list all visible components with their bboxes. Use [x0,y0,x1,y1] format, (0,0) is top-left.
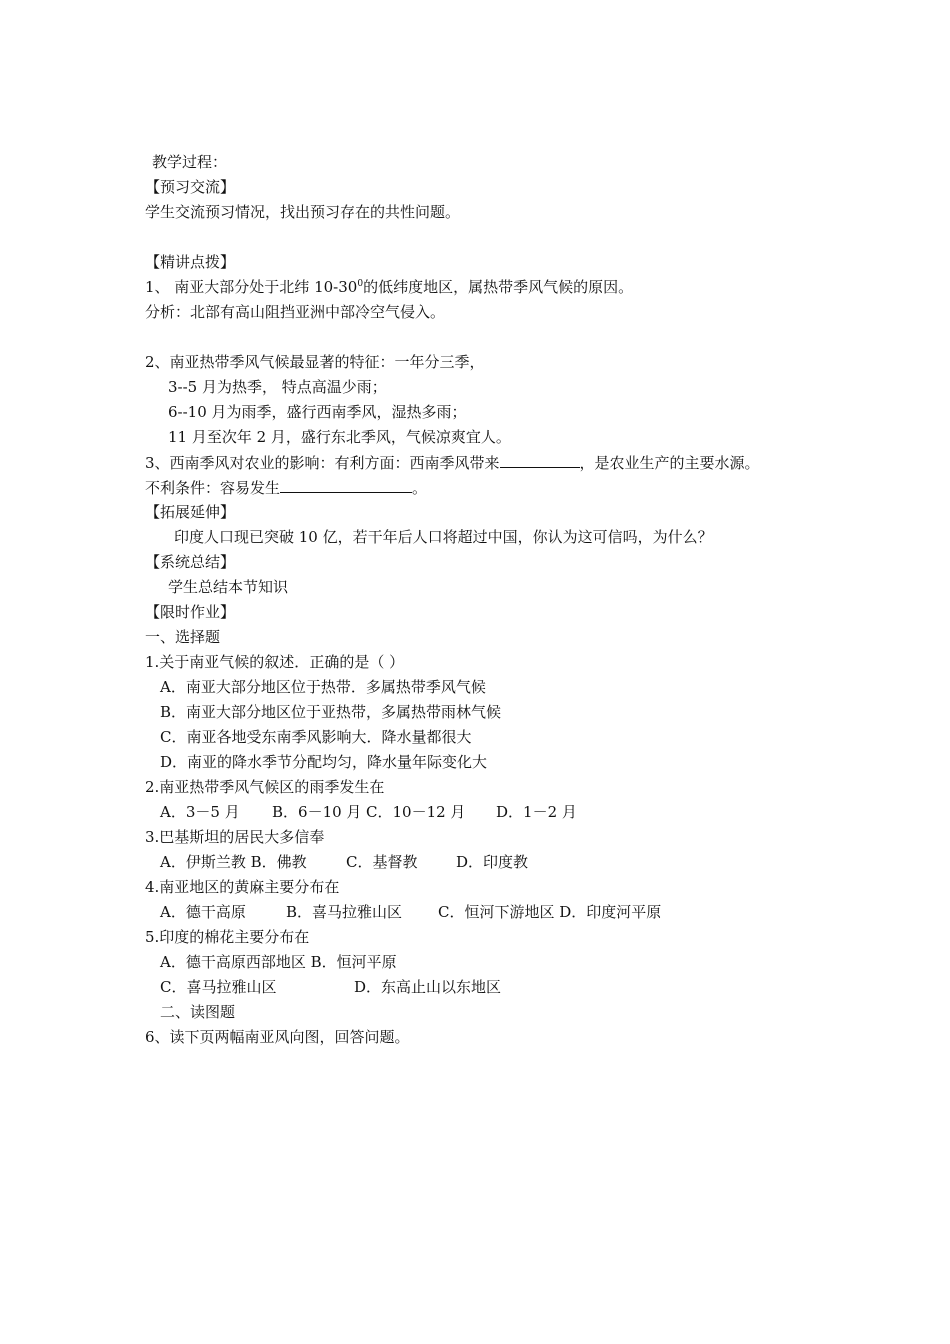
q2-options: A．3－5 月 B．6－10 月 C．10－12 月 D．1－2 月 [160,803,577,821]
q1-option-d: D．南亚的降水季节分配均匀，降水量年际变化大 [160,753,488,771]
q5-options-cd: C．喜马拉雅山区 D．东高止山以东地区 [160,978,502,996]
q3-stem: 3.巴基斯坦的居民大多信奉 [145,828,325,846]
q1-option-c: C．南亚各地受东南季风影响大．降水量都很大 [160,728,472,746]
season-hot: 3--5 月为热季， 特点高温少雨； [168,378,387,396]
q1-option-b: B．南亚大部分地区位于亚热带，多属热带雨林气候 [160,703,502,721]
lecture-item-1: 1、 南亚大部分处于北纬 $10-30^0$的低纬度地区，属热带季风气候的原因。 [145,278,634,296]
q1-option-a: A．南亚大部分地区位于热带．多属热带季风气候 [160,678,486,696]
season-cool: 11 月至次年 2 月，盛行东北季风，气候凉爽宜人。 [168,428,511,446]
answer-blank[interactable] [500,452,580,468]
answer-blank[interactable] [280,477,412,493]
section-choice: 一、选择题 [145,628,221,646]
lecture-item-3: 3、西南季风对农业的影响：有利方面：西南季风带来 ，是农业生产的主要水源。 [145,454,760,472]
q2-stem: 2.南亚热带季风气候区的雨季发生在 [145,778,385,796]
summary-text: 学生总结本节知识 [168,578,289,596]
q3-options: A．伊斯兰教 B．佛教 C．基督教 D．印度教 [160,853,529,871]
q5-option-ab: A．德干高原西部地区 B．恒河平原 [160,953,397,971]
q1-stem: 1.关于南亚气候的叙述．正确的是（ ） [145,653,405,671]
q4-options: A．德干高原 B．喜马拉雅山区 C．恒河下游地区 D．印度河平原 [160,903,662,921]
lecture-unfavorable: 不利条件：容易发生 。 [145,479,428,497]
lecture-analysis: 分析：北部有高山阻挡亚洲中部冷空气侵入。 [145,303,446,321]
season-rain: 6--10 月为雨季，盛行西南季风，湿热多雨； [168,403,467,421]
extension-heading: 【拓展延伸】 [145,503,236,521]
extension-text: 印度人口现已突破 10 亿，若干年后人口将超过中国，你认为这可信吗，为什么？ [174,528,713,546]
preview-text: 学生交流预习情况，找出预习存在的共性问题。 [145,203,461,221]
q6-text: 6、读下页两幅南亚风向图，回答问题。 [145,1028,410,1046]
preview-heading: 【预习交流】 [145,178,236,196]
summary-heading: 【系统总结】 [145,553,236,571]
lecture-heading: 【精讲点拨】 [145,253,236,271]
q4-stem: 4.南亚地区的黄麻主要分布在 [145,878,340,896]
homework-heading: 【限时作业】 [145,603,236,621]
process-title: 教学过程： [152,153,228,171]
q5-stem: 5.印度的棉花主要分布在 [145,928,310,946]
lecture-item-2: 2、南亚热带季风气候最显著的特征：一年分三季， [145,353,485,371]
section-map: 二、读图题 [160,1003,236,1021]
